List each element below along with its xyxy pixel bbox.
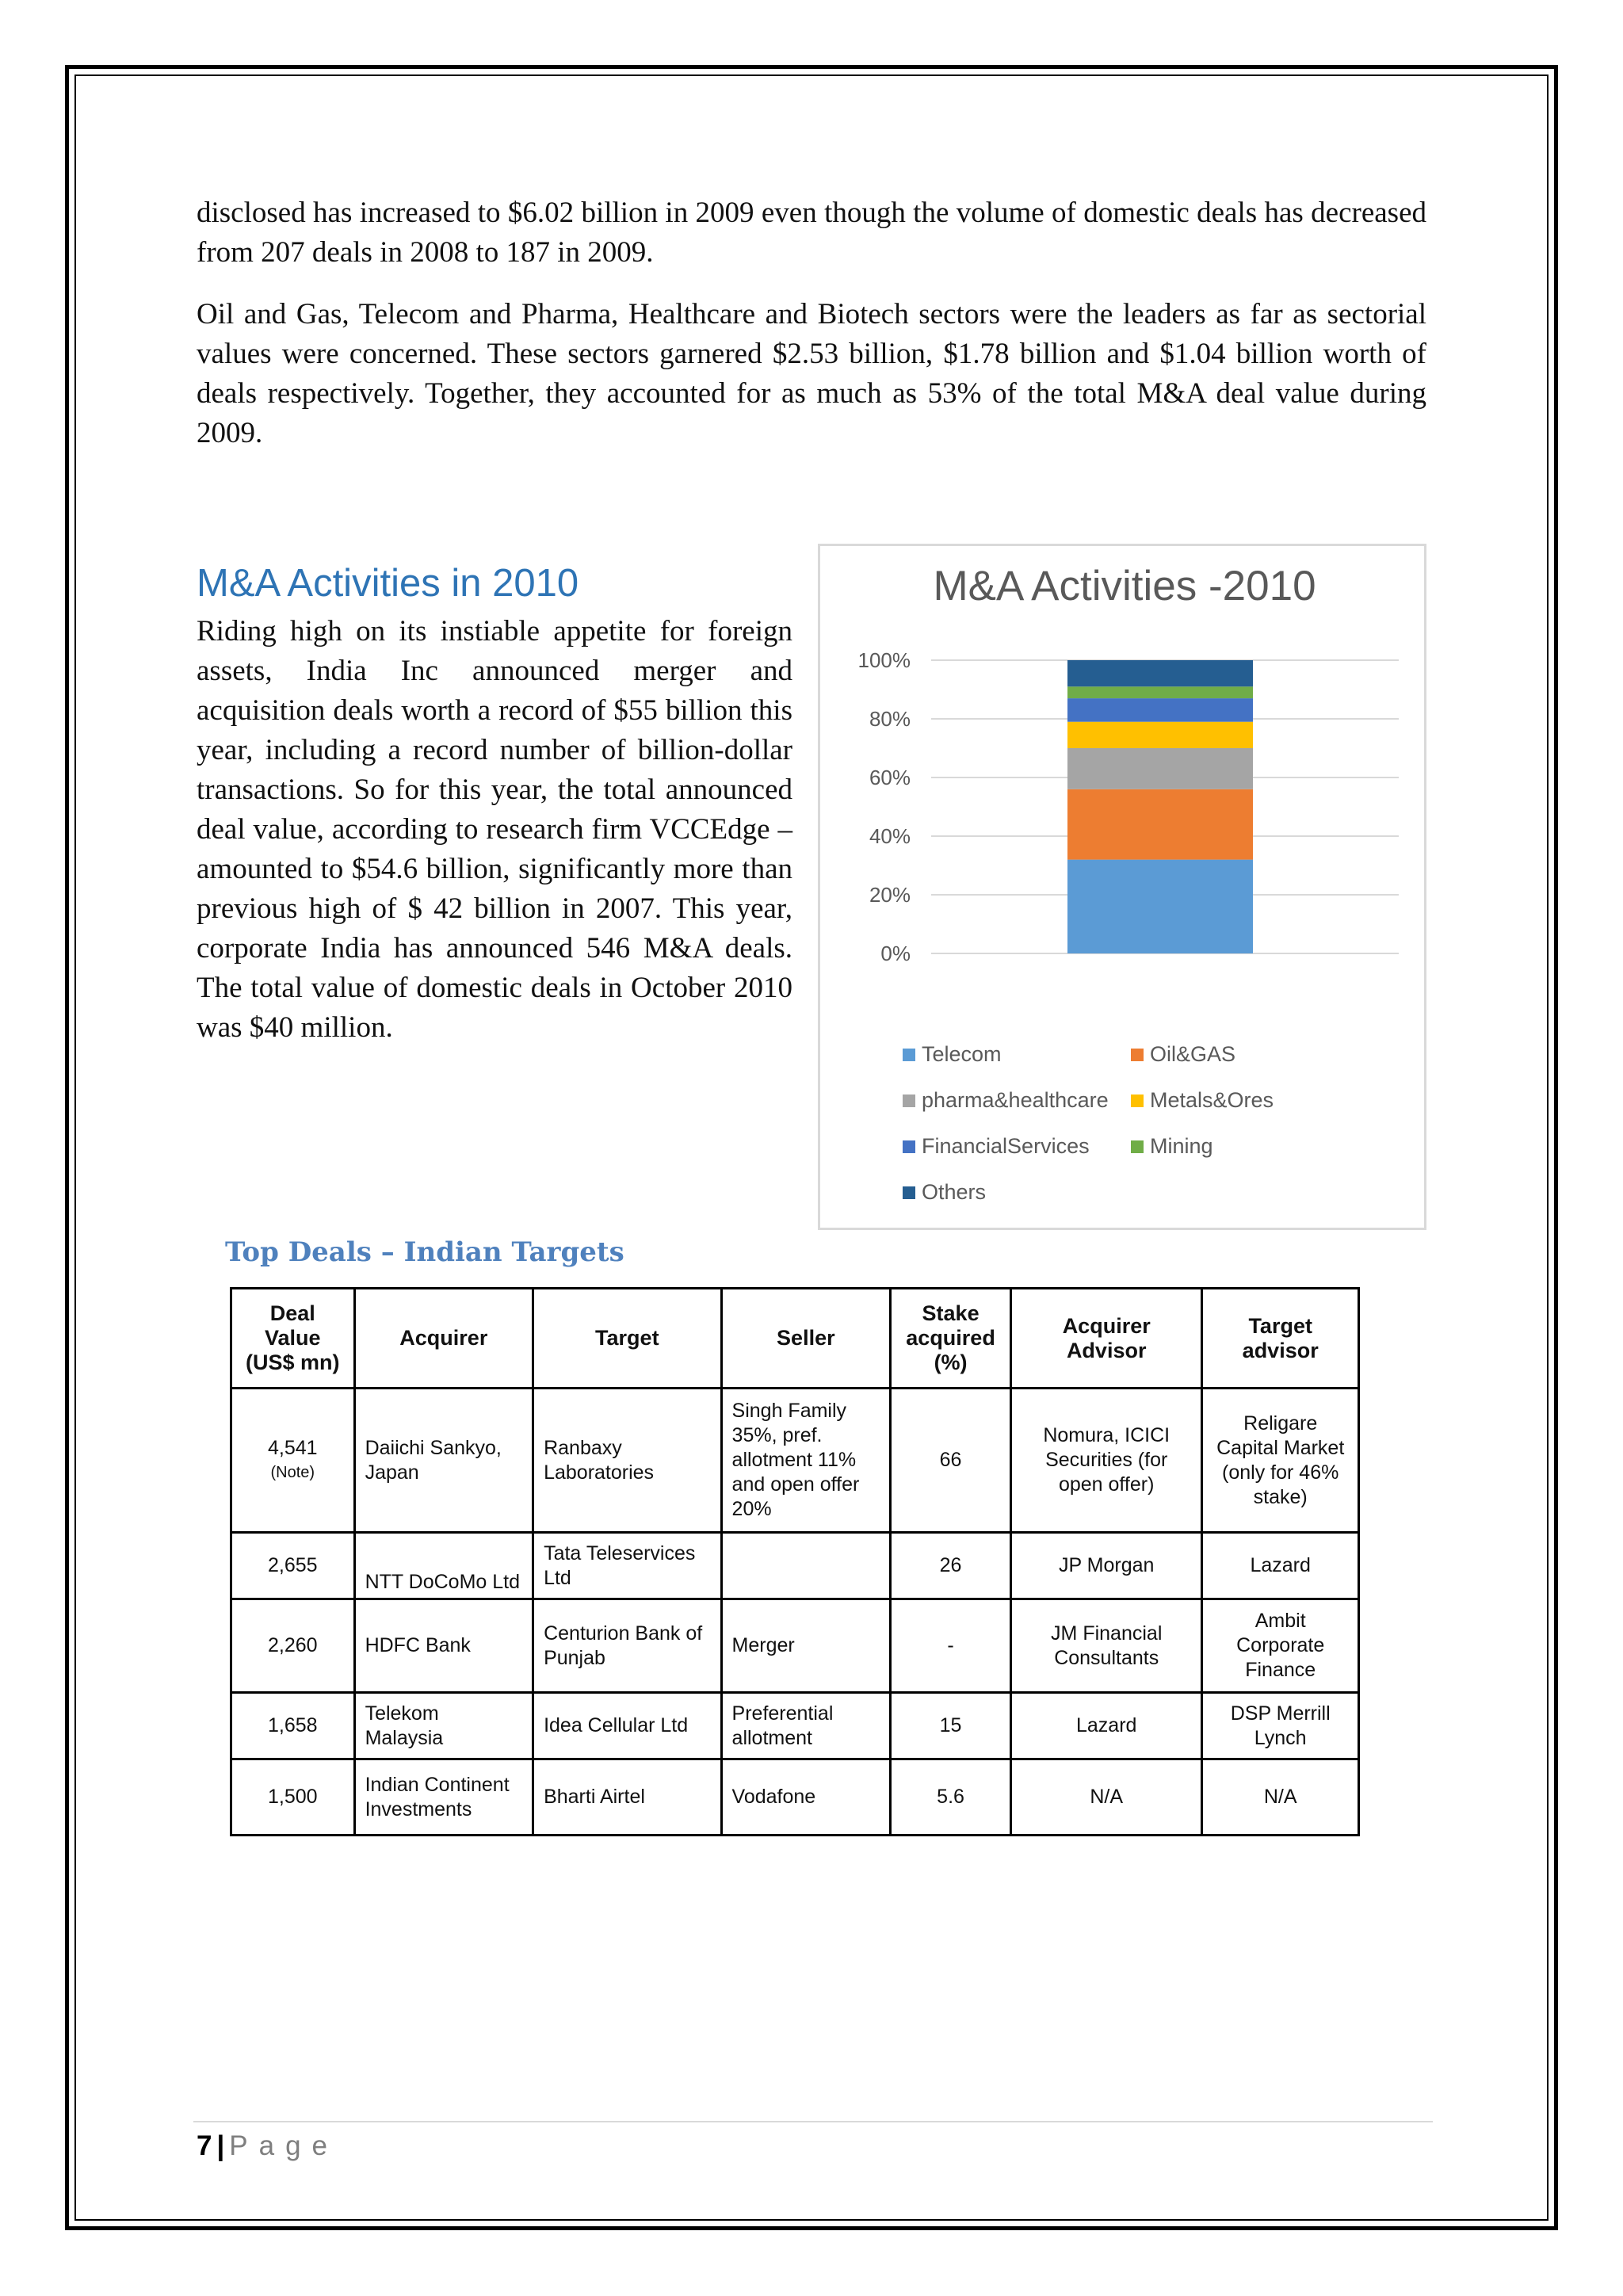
legend-label: Mining (1150, 1134, 1213, 1158)
bar-segment-mining (1067, 686, 1253, 698)
cell-seller: Merger (721, 1599, 891, 1693)
table-header-row (231, 1289, 1359, 1389)
table-row (231, 1599, 1359, 1693)
header-target-advisor: Target advisor (1202, 1289, 1359, 1389)
legend-label: pharma&healthcare (922, 1088, 1109, 1112)
footer-divider (193, 2121, 1433, 2122)
legend-label: Others (922, 1180, 987, 1204)
bar-segment-pharma-healthcare (1067, 748, 1253, 789)
footer-separator: | (216, 2130, 225, 2161)
cell-deal-value: 2,260 (231, 1599, 355, 1693)
cell-acquirer-advisor: Lazard (1011, 1693, 1202, 1759)
legend-label: Telecom (922, 1042, 1002, 1066)
y-tick-label: 60% (869, 766, 911, 789)
chart-container (818, 544, 1426, 1230)
cell-stake: 5.6 (891, 1759, 1011, 1836)
table-row (231, 1693, 1359, 1759)
cell-target: Idea Cellular Ltd (533, 1693, 721, 1759)
cell-stake: 26 (891, 1533, 1011, 1599)
bar-segment-metals-ores (1067, 722, 1253, 748)
cell-acquirer-advisor: JM Financial Consultants (1011, 1599, 1202, 1693)
table-row (231, 1759, 1359, 1836)
cell-stake: 15 (891, 1693, 1011, 1759)
sector-paragraph: Oil and Gas, Telecom and Pharma, Healthcare and Biotech sectors were the leaders as far as sectorial values were concerned. These sectors garnered $2.53 billion, $1.78 billion and $1.04 billion worth of deals respectively. Together, they accounted for as much as 53% of the total M&A deal value during 2009. (197, 298, 1426, 449)
cell-deal-value: 2,655 (231, 1533, 355, 1599)
y-tick-label: 0% (880, 942, 911, 965)
page-number: 7 (197, 2130, 212, 2161)
cell-target-advisor: Ambit Corporate Finance (1202, 1599, 1359, 1693)
header-stake: Stake acquired (%) (891, 1289, 1011, 1389)
legend-swatch (903, 1186, 915, 1199)
legend-swatch (903, 1095, 915, 1107)
section-text: Riding high on its instiable appetite for foreign assets, India Inc announced merger and acquisition deals worth a record of $55 billion this year, including a record number of billion-dollar transactions. So for this year, the total announced deal value, according to research firm VCCEdge – amounted to $54.6 billion, significantly more than previous high of $ 42 billion in 2007. This year, corporate India has announced 546 M&A deals. The total value of domestic deals in October 2010 was $40 million. (197, 615, 792, 1044)
cell-seller: Singh Family 35%, pref. allotment 11% and open offer 20% (721, 1389, 891, 1533)
cell-seller: Preferential allotment (721, 1693, 891, 1759)
cell-stake: - (891, 1599, 1011, 1693)
cell-deal-value: 1,658 (231, 1693, 355, 1759)
cell-stake: 66 (891, 1389, 1011, 1533)
cell-target-advisor: Lazard (1202, 1533, 1359, 1599)
cell-target: Centurion Bank of Punjab (533, 1599, 721, 1693)
legend-label: Metals&Ores (1150, 1088, 1274, 1112)
y-tick-label: 40% (869, 824, 911, 848)
legend-swatch (1131, 1095, 1144, 1107)
cell-acquirer: NTT DoCoMo Ltd (354, 1533, 533, 1599)
bar-segment-oil-gas (1067, 789, 1253, 860)
cell-target-advisor: N/A (1202, 1759, 1359, 1836)
cell-target-advisor: Religare Capital Market (only for 46% stake) (1202, 1389, 1359, 1533)
legend-label: FinancialServices (922, 1134, 1090, 1158)
cell-acquirer-advisor: JP Morgan (1011, 1533, 1202, 1599)
cell-acquirer-advisor: N/A (1011, 1759, 1202, 1836)
legend-swatch (903, 1140, 915, 1153)
header-seller: Seller (721, 1289, 891, 1389)
deal-value: 4,541 (268, 1436, 318, 1459)
table-row (231, 1533, 1359, 1599)
y-tick-label: 100% (857, 648, 911, 672)
chart-title: M&A Activities -2010 (933, 563, 1316, 609)
cell-acquirer-advisor: Nomura, ICICI Securities (for open offer) (1011, 1389, 1202, 1533)
bar-segment-telecom (1067, 860, 1253, 953)
cell-deal-value (231, 1389, 355, 1533)
deal-note: (Note) (270, 1463, 315, 1481)
legend-swatch (903, 1049, 915, 1061)
y-tick-label: 20% (869, 883, 911, 907)
header-deal-value: Deal Value (US$ mn) (231, 1289, 355, 1389)
page-footer (197, 2130, 338, 2162)
legend-swatch (1131, 1140, 1144, 1153)
stacked-bar-chart (820, 546, 1424, 1228)
intro-paragraph: disclosed has increased to $6.02 billion in 2009 even though the volume of domestic deals has decreased from 207 deals in 2008 to 187 in 2009. (197, 197, 1426, 269)
header-acquirer: Acquirer (354, 1289, 533, 1389)
header-acquirer-advisor: Acquirer Advisor (1011, 1289, 1202, 1389)
cell-seller (721, 1533, 891, 1599)
cell-acquirer: HDFC Bank (354, 1599, 533, 1693)
table-title: Top Deals – Indian Targets (225, 1236, 624, 1268)
cell-deal-value: 1,500 (231, 1759, 355, 1836)
cell-target: Ranbaxy Laboratories (533, 1389, 721, 1533)
bar-segment-others (1067, 660, 1253, 686)
legend-label: Oil&GAS (1150, 1042, 1236, 1066)
section-heading: M&A Activities in 2010 (197, 562, 579, 605)
deals-table (230, 1287, 1360, 1836)
bar-segment-financialservices (1067, 698, 1253, 722)
section-2010 (197, 555, 792, 1048)
cell-acquirer: Telekom Malaysia (354, 1693, 533, 1759)
y-tick-label: 80% (869, 707, 911, 731)
header-target: Target (533, 1289, 721, 1389)
cell-target-advisor: DSP Merrill Lynch (1202, 1693, 1359, 1759)
page-label: Page (229, 2130, 339, 2161)
cell-seller: Vodafone (721, 1759, 891, 1836)
cell-acquirer: Daiichi Sankyo, Japan (354, 1389, 533, 1533)
cell-acquirer: Indian Continent Investments (354, 1759, 533, 1836)
table-row (231, 1389, 1359, 1533)
cell-target: Bharti Airtel (533, 1759, 721, 1836)
legend-swatch (1131, 1049, 1144, 1061)
cell-target: Tata Teleservices Ltd (533, 1533, 721, 1599)
